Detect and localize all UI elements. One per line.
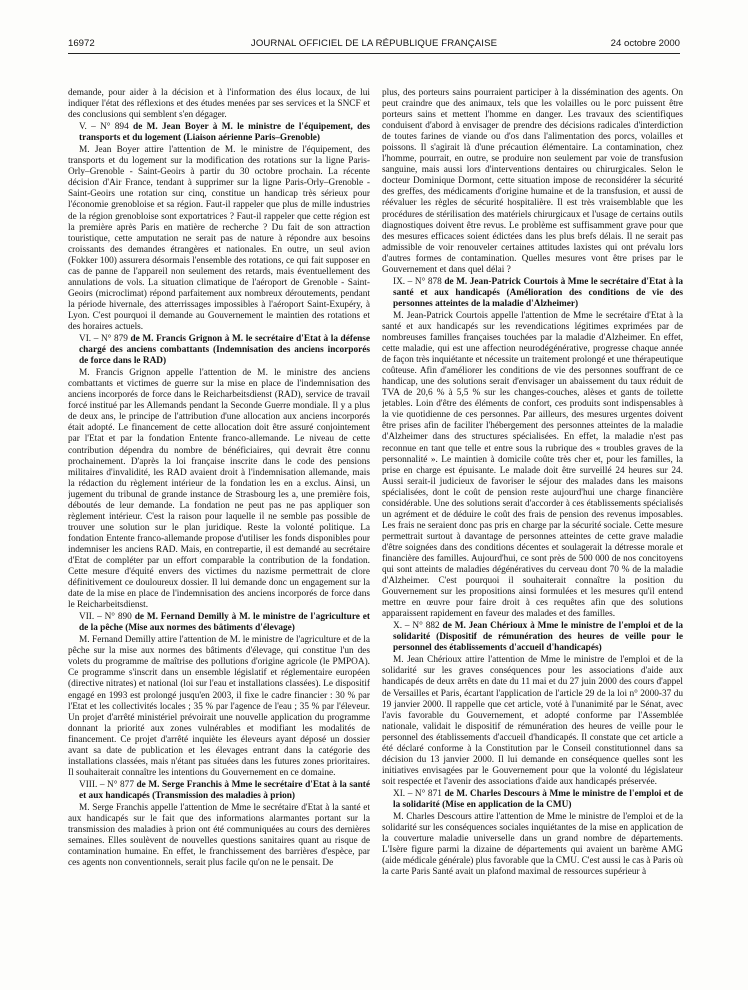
page-header <box>68 37 680 51</box>
paragraph: M. Jean Chérioux attire l'attention de Mme le ministre de l'emploi et de la solidarité sur les graves conséquences pour les associations d'aide aux handicapés de deux arrêts en date du 11 mai et du 27 juin 2000 des cours d'appel de Versailles et Paris, écartant l'application de l'article 29 de la loi n° 2000-37 du 19 janvier 2000. Il rappelle que cet article, voté à l'unanimité par le Sénat, avec l'avis favorable du Gouvernement, et adopté conforme par l'Assemblée nationale, validait le dispositif de rémunération des heures de veille pour le personnel des établissements d'accueil d'handicapés. Il constate que cet article a été déclaré conforme à la Constitution par le Conseil constitutionnel dans sa décision du 13 janvier 2000. Il lui demande en conséquence quelles sont les initiatives envisagées par le Gouvernement pour que la volonté du législateur soit respectée et l'avenir des associations d'aide aux handicapés préservée. <box>382 655 683 787</box>
question-heading <box>382 277 683 310</box>
paragraph: M. Fernand Demilly attire l'attention de M. le ministre de l'agriculture et de la pêche sur la mise aux normes des bâtiments d'élevage, qui constitue l'un des volets du programme de maîtrise des pollutions d'origine agricole (le PMPOA). Ce programme s'inscrit dans un ensemble législatif et réglementaire européen (directive nitrates) et national (loi sur l'eau et installations classées). Le dispositif engagé en 1993 est prolongé jusqu'en 2003, il fixe le cadre financier : 30 % par l'Etat et les collectivités locales ; 35 % par l'agence de l'eau ; 35 % par l'éleveur. Un projet d'arrêté ministériel prévoirait une nouvelle application du programme donnant la priorité aux zones vulnérables et modifiant les modalités de financement. Ce projet d'arrêté inquiète les éleveurs ayant déposé un dossier avant sa date de publication et les élevages entrant dans la catégorie des installations classées, mais n'étant pas situées dans les futures zones prioritaires. Il souhaiterait connaître les intentions du Gouvernement en ce domaine. <box>68 635 370 778</box>
page-number: 16972 <box>68 38 95 49</box>
question-heading <box>68 612 370 634</box>
issue-date: 24 octobre 2000 <box>610 38 680 49</box>
question-title: de M. Jean-Patrick Courtois à Mme le secrétaire d'Etat à la santé et aux handicapés (Amélioration des conditions de vie des personnes atteintes de la maladie d'Alzheimer) <box>393 276 683 309</box>
question-title: de M. Fernand Demilly à M. le ministre de l'agriculture et de la pêche (Mise aux normes des bâtiments d'élevage) <box>79 612 370 634</box>
journal-title: JOURNAL OFFICIEL DE LA RÉPUBLIQUE FRANÇAISE <box>250 38 498 49</box>
left-column <box>68 88 370 956</box>
paragraph: M. Jean-Patrick Courtois appelle l'attention de Mme le secrétaire d'Etat à la santé et aux handicapés sur les revendications légitimes exprimées par de nombreuses familles françaises touchées par la maladie d'Alzheimer. En effet, cette maladie, qui est une affection neurodégénérative, progresse chaque année de façon très inquiétante et nécessite un traitement prolongé et une thérapeutique coûteuse. Afin d'améliorer les conditions de vie des personnes souffrant de ce handicap, une des solutions serait d'envisager un abaissement du taux réduit de TVA de 20,6 % à 5,5 % sur les changes-couches, alèses et gants de toilette jetables. Loin d'être des éléments de confort, ces produits sont indispensables à la vie quotidienne de ces personnes. Par ailleurs, des mesures urgentes doivent être prises afin de faciliter l'hébergement des personnes atteintes de la maladie d'Alzheimer dans des structures spécialisées. En effet, la maladie n'est pas reconnue en tant que telle et entre sous la rubrique des « troubles graves de la personnalité ». Le maintien à domicile coûte très cher et, pour les familles, la prise en charge est épuisante. Le malade doit être surveillé 24 heures sur 24. Aussi serait-il judicieux de favoriser le séjour des malades dans les maisons spécialisées, dont le coût de pension reste aujourd'hui une charge financière considérable. Une des solutions serait d'accorder à ces établissements spécialisés un agrément et de déduire le coût des frais de pension des revenus imposables. Les frais ne seraient donc pas pris en charge par la sécurité sociale. Cette mesure permettrait surtout à davantage de personnes atteintes de cette grave maladie d'être soignées dans des conditions décentes et soulagerait la détresse morale et financière des familles. Aujourd'hui, ce sont près de 500 000 de nos concitoyens qui sont atteints de maladies dégénératives du cerveau dont 70 % de la maladie d'Alzheimer. C'est pourquoi il souhaiterait connaître la position du Gouvernement sur les propositions ainsi formulées et les mesures qu'il entend mettre en œuvre pour faire droit à ces requêtes afin que des solutions apparaissent rapidement en faveur des malades et des familles. <box>382 310 683 620</box>
question-number: V. – N° 894 <box>79 122 129 133</box>
paragraph: M. Charles Descours attire l'attention de Mme le ministre de l'emploi et de la solidarité sur les conséquences sociales inquiétantes de la mise en application de la couverture maladie universelle dans un grand nombre de départements. L'Isère figure parmi la dizaine de départements qui avaient un barème AMG (aide médicale générale) plus favorable que la CMU. C'est aussi le cas à Paris où la carte Paris Santé avait un plafond maximal de ressources supérieur à <box>382 812 683 878</box>
paragraph: plus, des porteurs sains pourraient participer à la dissémination des agents. On peut craindre que des animaux, tels que les volailles ou le porc puissent être porteurs sains et mettent l'homme en danger. Les travaux des scientifiques conduisent d'abord à envisager de prendre des décisions radicales d'interdiction de toutes farines de viande ou d'os dans l'alimentation des porcs, volailles et poissons. Il s'agirait là d'une précaution élémentaire. La contamination, chez l'homme, pourrait, en outre, se produire non seulement par voie de transfusion sanguine, mais aussi lors d'interventions dentaires ou chirurgicales. Selon le docteur Dominique Dormont, cette situation impose de reconsidérer la sécurité des greffes, des médicaments d'origine humaine et de la transfusion, et aussi de réévaluer les règles de sécurité hospitalière. Il est très vraisemblable que les procédures de stérilisation des matériels chirurgicaux et l'usage de certains outils diagnostiques doivent être revus. Le problème est suffisamment grave pour que des mesures efficaces soient édictées dans les plus brefs délais. Il ne serait pas admissible de voir renouveler certaines attitudes laxistes qui ont prévalu lors d'autres formes de contamination. Quelles mesures vont être prises par le Gouvernement et dans quel délai ? <box>382 88 683 275</box>
paragraph: M. Serge Franchis appelle l'attention de Mme le secrétaire d'Etat à la santé et aux handicapés sur le fait que des informations alarmantes portant sur la transmission des maladies à prion ont été communiquées au cours des dernières semaines. Elles soulèvent de nouvelles questions sanitaires quant au risque de contamination humaine. En effet, le franchissement des barrières d'espèce, par ces agents non conventionnels, serait plus facile qu'on ne le pensait. De <box>68 803 370 869</box>
question-title: de M. Serge Franchis à Mme le secrétaire d'Etat à la santé et aux handicapés (Transmission des maladies à prion) <box>79 779 370 801</box>
question-number: VI. – N° 879 <box>79 334 128 345</box>
paragraph: demande, pour aider à la décision et à l'information des élus locaux, de lui indiquer l'état des réflexions et des études menées par ses services et la SNCF et des conclusions qui semblent s'en dégager. <box>68 88 370 121</box>
question-number: IX. – N° 878 <box>393 276 442 287</box>
question-number: VII. – N° 890 <box>79 612 132 623</box>
question-title: de M. Charles Descours à Mme le ministre de l'emploi et de la solidarité (Mise en application de la CMU) <box>393 788 683 810</box>
question-number: X. – N° 882 <box>393 621 440 632</box>
right-column <box>382 88 683 956</box>
question-heading <box>68 334 370 367</box>
question-title: de M. Francis Grignon à M. le secrétaire d'Etat à la défense chargé des anciens combattants (Indemnisation des anciens incorporés de force dans le RAD) <box>79 334 370 367</box>
paragraph: M. Francis Grignon appelle l'attention de M. le ministre des anciens combattants et victimes de guerre sur la mise en place de l'indemnisation des anciens incorporés de force dans le Reicharbeitsdienst (RAD), service de travail forcé institué par les Allemands pendant la Seconde Guerre mondiale. Il y a plus de deux ans, le principe de l'attribution d'une allocation aux anciens incorporés était adopté. Le financement de cette allocation doit être assuré conjointement par l'Etat et par la fondation Entente franco-allemande. Le niveau de cette contribution dépendra du nombre de bénéficiaires, qui devrait être connu prochainement. D'après la loi française inscrite dans le code des pensions militaires d'invalidité, les RAD avaient droit à l'indemnisation allemande, mais la rédaction du règlement intérieur de la fondation les en a exclus. Ainsi, un jugement du tribunal de grande instance de Strasbourg les a, une première fois, déboutés de leur demande. La fondation ne peut pas ne pas appliquer son règlement intérieur. C'est la raison pour laquelle il ne semble pas possible de trouver une solution sur le plan juridique. Reste la volonté politique. La fondation Entente franco-allemande propose d'utiliser les fonds disponibles pour indemniser les anciens RAD. Mais, en contrepartie, il est demandé au secrétaire d'Etat de compléter par un effort comparable la contribution de la fondation. Cette mesure d'équité envers des victimes du nazisme permettrait de clore définitivement ce douloureux dossier. Il lui demande donc un engagement sur la date de la mise en place de l'indemnisation des anciens incorporés de force dans le Reicharbeitsdienst. <box>68 368 370 611</box>
question-heading <box>382 789 683 811</box>
header-rule <box>68 53 680 54</box>
question-heading <box>382 621 683 654</box>
question-number: XI. – N° 871 <box>393 788 442 799</box>
question-title: de M. Jean Boyer à M. le ministre de l'équipement, des transports et du logement (Liaison aérienne Paris–Grenoble) <box>79 122 370 144</box>
question-title: de M. Jean Chérioux à Mme le ministre de l'emploi et de la solidarité (Dispositif de rémunération des heures de veille pour le personnel des établissements d'accueil d'handicapés) <box>393 621 683 654</box>
question-heading <box>68 780 370 802</box>
question-heading <box>68 122 370 144</box>
question-number: VIII. – N° 877 <box>79 779 134 790</box>
paragraph: M. Jean Boyer attire l'attention de M. le ministre de l'équipement, des transports et du logement sur la modification des rotations sur la ligne Paris-Orly–Grenoble - Saint-Geoirs à partir du 30 octobre prochain. La récente décision d'Air France, tendant à supprimer sur la ligne Paris-Orly–Grenoble - Saint-Geoirs une rotation sur cinq, constitue un handicap très sérieux pour l'économie grenobloise et sa région. Faut-il rappeler que plus de mille industries de la région grenobloise sont exportatrices ? Faut-il rappeler que cette région est la première après Paris en matière de recherche ? Du fait de son attraction touristique, cette amputation ne serait pas de nature à répondre aux besoins croissants des demandes étrangères et nationales. En outre, un seul avion (Fokker 100) assurera désormais l'ensemble des rotations, ce qui fait supposer en cas de panne de l'appareil non seulement des retards, mais éventuellement des annulations de vols. La situation climatique de l'aéroport de Grenoble - Saint-Geoirs (microclimat) répond parfaitement aux nombreux déroutements, pendant la période hivernale, des atterrissages impossibles à l'aéroport Saint-Exupéry, à Lyon. C'est pourquoi il demande au Gouvernement le maintien des rotations et des horaires actuels. <box>68 145 370 332</box>
